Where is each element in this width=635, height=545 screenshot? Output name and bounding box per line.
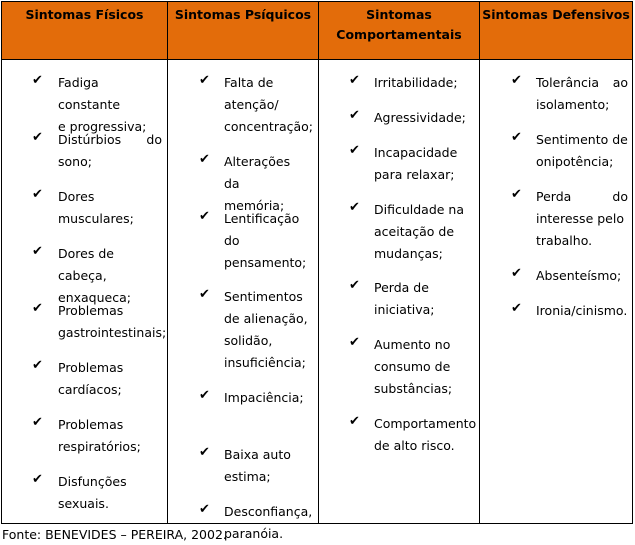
list-item-line: e progressiva; <box>58 119 147 134</box>
header-psychic: Sintomas Psíquicos <box>174 7 312 22</box>
list-item-text <box>224 501 313 545</box>
list-item-line: aceitação de <box>374 224 455 239</box>
list-item-line: Impaciência; <box>224 390 304 405</box>
list-item-text <box>536 129 628 173</box>
list-item-line: Problemas <box>58 303 124 318</box>
check-icon: ✔ <box>349 414 360 429</box>
list-item-line: Problemas <box>58 360 124 375</box>
check-icon: ✔ <box>349 108 360 123</box>
check-icon: ✔ <box>199 287 210 302</box>
list-item-text <box>224 444 309 488</box>
list-item-text <box>224 387 309 409</box>
check-icon: ✔ <box>349 200 360 215</box>
list-item-text <box>536 72 628 116</box>
list-item-line: consumo de <box>374 359 451 374</box>
list-item-text <box>224 286 309 374</box>
check-icon: ✔ <box>32 415 43 430</box>
check-icon: ✔ <box>349 335 360 350</box>
list-item-text <box>58 300 167 344</box>
list-item-line: Incapacidade <box>374 145 458 160</box>
list-item-line: concentração; <box>224 119 314 134</box>
list-item-line: solidão, <box>224 333 273 348</box>
header-behavioral-line2: Comportamentais <box>336 27 462 42</box>
list-item-line: sono; <box>58 154 92 169</box>
header-defensive: Sintomas Defensivos <box>482 7 630 22</box>
list-item-text <box>58 186 162 230</box>
check-icon: ✔ <box>349 73 360 88</box>
list-item-line: cardíacos; <box>58 382 122 397</box>
check-icon: ✔ <box>32 301 43 316</box>
list-item-line: sexuais. <box>58 496 109 511</box>
header-behavioral-line1: Sintomas <box>366 7 432 22</box>
list-item-line: Perda de <box>374 280 429 295</box>
list-item-line: Falta de <box>224 75 274 90</box>
list-item-text <box>536 186 628 252</box>
check-icon: ✔ <box>32 472 43 487</box>
list-item-line: paranóia. <box>224 526 284 541</box>
list-item-line: Fadiga constante <box>58 75 121 112</box>
list-item-text <box>374 413 476 457</box>
list-item-text <box>224 72 314 138</box>
list-item-text <box>374 142 476 186</box>
check-icon: ✔ <box>199 502 210 517</box>
list-item-text <box>224 208 309 274</box>
source-note: Fonte: BENEVIDES – PEREIRA, 2002. <box>2 527 227 542</box>
list-item-line: gastrointestinais; <box>58 325 167 340</box>
list-item-line: memória; <box>224 198 285 213</box>
list-item-line: Agressividade; <box>374 110 466 125</box>
list-item-line: estima; <box>224 469 271 484</box>
list-item-line: interesse pelo <box>536 211 624 226</box>
list-item-line: substâncias; <box>374 381 453 396</box>
check-icon: ✔ <box>349 143 360 158</box>
check-icon: ✔ <box>511 266 522 281</box>
check-icon: ✔ <box>32 73 43 88</box>
list-item-line: Dificuldade na <box>374 202 465 217</box>
check-icon: ✔ <box>32 358 43 373</box>
list-item-line: Baixa auto <box>224 447 291 462</box>
list-item-line: mudanças; <box>374 246 443 261</box>
list-item-line: Problemas <box>58 417 124 432</box>
list-item-line: Dores <box>58 189 95 204</box>
check-icon: ✔ <box>32 244 43 259</box>
check-icon: ✔ <box>511 73 522 88</box>
list-item-text <box>374 277 476 321</box>
check-icon: ✔ <box>199 388 210 403</box>
list-item-line: isolamento; <box>536 97 610 112</box>
list-item-text <box>58 357 162 401</box>
list-item-text <box>536 265 628 287</box>
list-item-line: musculares; <box>58 211 134 226</box>
list-item-text <box>536 300 628 322</box>
list-item-line: enxaqueca; <box>58 290 131 305</box>
check-icon: ✔ <box>199 445 210 460</box>
check-icon: ✔ <box>199 209 210 224</box>
list-item-text <box>374 107 476 129</box>
list-item-line: Sentimento de <box>536 132 628 147</box>
check-icon: ✔ <box>32 130 43 145</box>
check-icon: ✔ <box>511 301 522 316</box>
list-item-line: Absenteísmo; <box>536 268 622 283</box>
list-item-line: Distúrbios do <box>58 132 162 147</box>
check-icon: ✔ <box>199 73 210 88</box>
list-item-line: insuficiência; <box>224 355 306 370</box>
list-item-line: Lentificação <box>224 211 300 226</box>
list-item-text <box>374 72 476 94</box>
check-icon: ✔ <box>511 187 522 202</box>
table-header-row <box>2 2 632 60</box>
list-item-line: Desconfiança, <box>224 504 313 519</box>
list-item-line: pensamento; <box>224 255 307 270</box>
list-item-line: atenção/ <box>224 97 279 112</box>
header-behavioral <box>319 2 479 59</box>
list-item-line: de alienação, <box>224 311 308 326</box>
list-item-line: Aumento no <box>374 337 451 352</box>
check-icon: ✔ <box>349 278 360 293</box>
list-item-line: Disfunções <box>58 474 127 489</box>
column-divider <box>479 2 480 523</box>
list-item-line: Sentimentos <box>224 289 303 304</box>
list-item-line: Ironia/cinismo. <box>536 303 628 318</box>
list-item-line: de alto risco. <box>374 438 455 453</box>
list-item-line: do <box>224 233 240 248</box>
list-item-line: Comportamento <box>374 416 477 431</box>
list-item-line: Irritabilidade; <box>374 75 458 90</box>
list-item-text <box>58 471 162 515</box>
list-item-text <box>374 334 476 400</box>
check-icon: ✔ <box>32 187 43 202</box>
list-item-line: Perda do <box>536 189 628 204</box>
column-divider <box>318 2 319 523</box>
list-item-line: Alterações da <box>224 154 291 191</box>
list-item-line: para relaxar; <box>374 167 455 182</box>
list-item-text <box>58 129 162 173</box>
list-item-line: Dores de cabeça, <box>58 246 114 283</box>
list-item-text <box>374 199 476 265</box>
column-divider <box>167 2 168 523</box>
list-item-text <box>58 414 162 458</box>
list-item-line: onipotência; <box>536 154 614 169</box>
list-item-line: respiratórios; <box>58 439 141 454</box>
list-item-line: trabalho. <box>536 233 593 248</box>
list-item-line: iniciativa; <box>374 302 435 317</box>
list-item-line: Tolerância ao <box>536 75 628 90</box>
header-physical: Sintomas Físicos <box>25 7 144 22</box>
check-icon: ✔ <box>199 152 210 167</box>
check-icon: ✔ <box>511 130 522 145</box>
